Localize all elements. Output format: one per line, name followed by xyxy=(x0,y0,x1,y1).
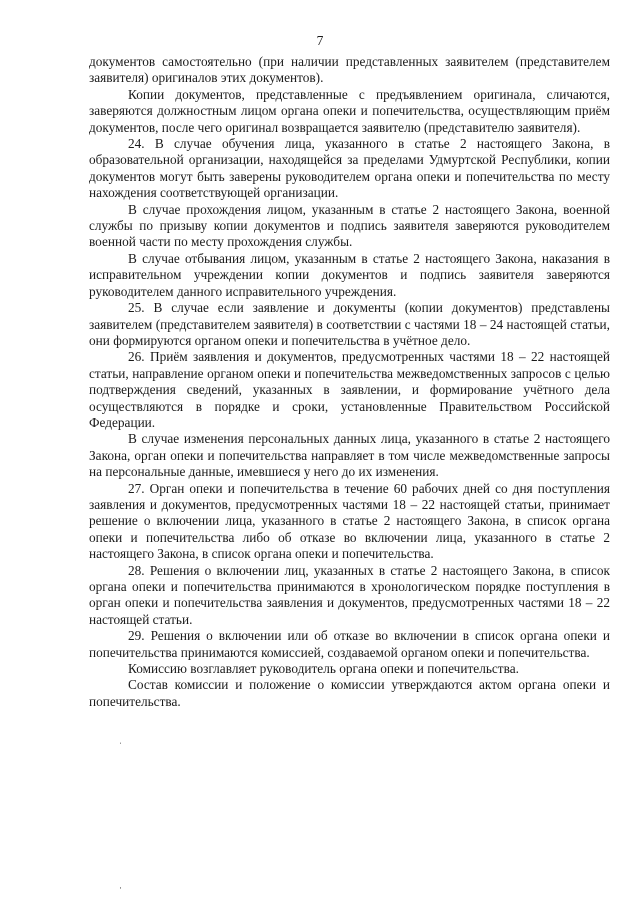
paragraph-continuation: документов самостоятельно (при наличии представленных заявителем (представителем заявителя) оригиналов этих документов). xyxy=(89,54,610,86)
scan-speck: · xyxy=(119,883,122,893)
paragraph-personal-data-change: В случае изменения персональных данных лица, указанного в статье 2 настоящего Закона, орган опеки и попечительства направляет в том числе межведомственные запросы на персональные данные, имевшиеся у него до их изменения. xyxy=(89,431,610,480)
paragraph-military-service: В случае прохождения лицом, указанным в статье 2 настоящего Закона, военной службы по призыву копии документов и подпись заявителя заверяются руководителем военной части по месту прохождения службы. xyxy=(89,201,610,250)
paragraph-clause-28: 28. Решения о включении лиц, указанных в статье 2 настоящего Закона, в список органа опеки и попечительства принимаются в хронологическом порядке поступления в орган опеки и попечительства заявления и документов, предусмотренных частями 18 – 22 настоящей статьи. xyxy=(89,562,610,627)
paragraph-clause-29: 29. Решения о включении или об отказе во включении в список органа опеки и попечительства принимаются комиссией, создаваемой органом опеки и попечительства. xyxy=(89,628,610,660)
paragraph-correctional-institution: В случае отбывания лицом, указанным в статье 2 настоящего Закона, наказания в исправительном учреждении копии документов и подпись заявителя заверяются руководителем данного исправительного учреждения. xyxy=(89,250,610,299)
paragraph-clause-26: 26. Приём заявления и документов, предусмотренных частями 18 – 22 настоящей статьи, направление органом опеки и попечительства межведомственных запросов с целью подтверждения сведений, указанных в заявлении, и формирование учётного дела осуществляются в порядке и сроки, установленные Правительством Российской Федерации. xyxy=(89,349,610,430)
scan-speck: ˈ xyxy=(119,741,122,751)
page-number: 7 xyxy=(316,33,324,48)
document-body xyxy=(89,54,610,710)
paragraph-clause-27: 27. Орган опеки и попечительства в течение 60 рабочих дней со дня поступления заявления и документов, предусмотренных частями 18 – 22 настоящей статьи, принимает решение о включении лица, указанного в статье 2 настоящего Закона, в список органа опеки и попечительства либо об отказе во включении лица, указанного в статье 2 настоящего Закона, в список органа опеки и попечительства. xyxy=(89,480,610,562)
paragraph-clause-25: 25. В случае если заявление и документы (копии документов) представлены заявителем (представителем заявителя) в соответствии с частями 18 – 24 настоящей статьи, они формируются органом опеки и попечительства в учётное дело. xyxy=(89,300,610,348)
paragraph-copies-verification: Копии документов, представленные с предъявлением оригинала, сличаются, заверяются должностным лицом органа опеки и попечительства, осуществляющим приём документов, после чего оригинал возвращается заявителю (представителю заявителя). xyxy=(89,86,610,135)
paragraph-clause-24: 24. В случае обучения лица, указанного в статье 2 настоящего Закона, в образовательной организации, находящейся за пределами Удмуртской Республики, копии документов могут быть заверены руководителем органа опеки и попечительства по месту нахождения соответствующей организации. xyxy=(89,136,610,201)
paragraph-commission-head: Комиссию возглавляет руководитель органа опеки и попечительства. xyxy=(128,661,519,677)
paragraph-commission-composition: Состав комиссии и положение о комиссии утверждаются актом органа опеки и попечительства. xyxy=(89,677,610,709)
